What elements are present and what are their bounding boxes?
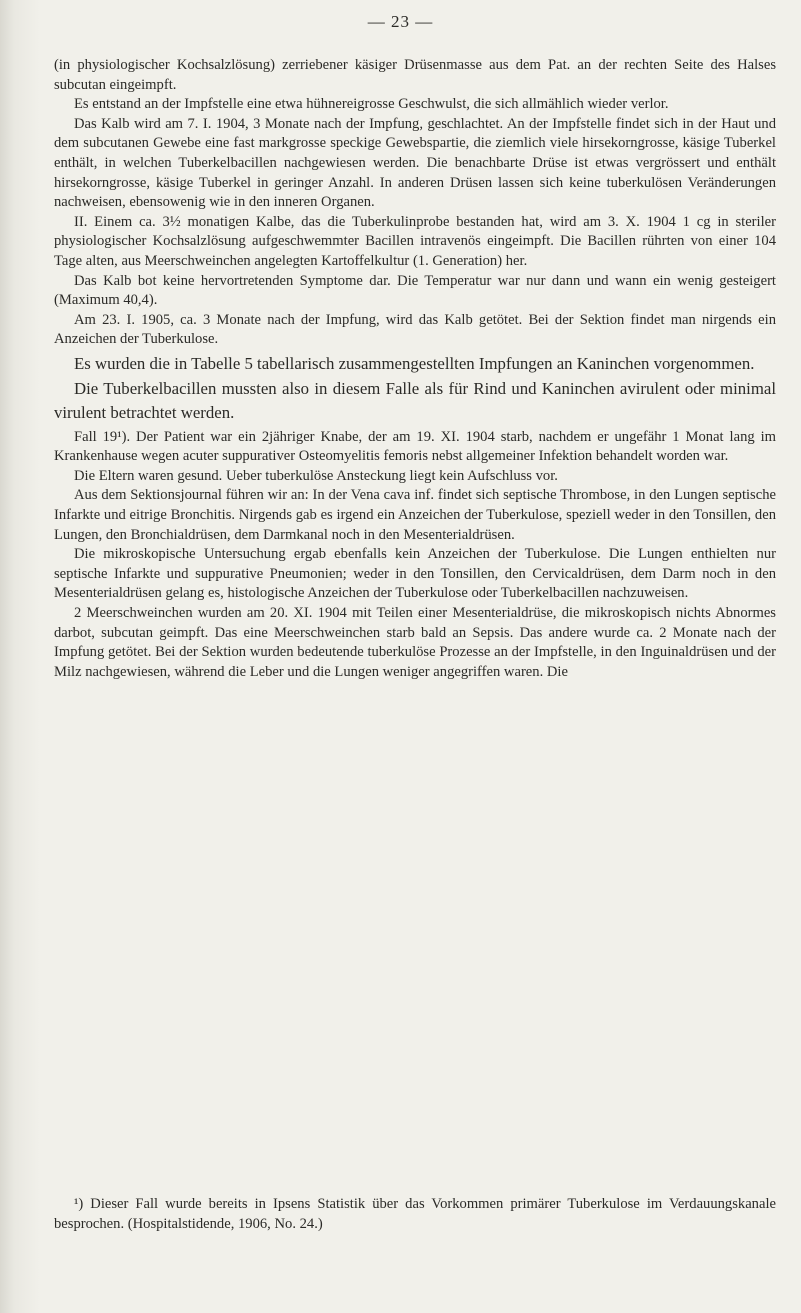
footnote: ¹) Dieser Fall wurde bereits in Ipsens Statistik über das Vorkommen primärer Tuberkulose im Verdauungskanale besprochen. (Hospitalstidende, 1906, No. 24.) [54, 1196, 776, 1232]
summary-block [54, 352, 776, 426]
paragraph: 2 Meerschweinchen wurden am 20. XI. 1904 mit Teilen einer Mesenterialdrüse, die mikroskopisch nichts Abnormes darbot, subcutan geimpft. Das eine Meerschweinchen starb bald an Sepsis. Das andere wurde ca. 2 Monate nach der Impfung getötet. Bei der Sektion wurden bedeutende tuberkulöse Prozesse an der Impfstelle, in den Inguinaldrüsen und der Milz nachgewiesen, während die Leber und die Lungen weniger angegriffen waren. Die [54, 605, 776, 680]
paragraph: Die Eltern waren gesund. Ueber tuberkulöse Ansteckung liegt kein Aufschluss vor. [74, 467, 558, 484]
page-number: — 23 — [367, 12, 434, 31]
paragraph: Aus dem Sektionsjournal führen wir an: In der Vena cava inf. findet sich septische Thrombose, in den Lungen septische Infarkte und eitrige Bronchitis. Nirgends gab es irgend ein Anzeichen der Tuberkulose, speziell weder in den Tonsillen, den Lungen, den Bronchialdrüsen, dem Darmkanal noch in den Mesenterialdrüsen. [54, 487, 776, 543]
case-block [54, 428, 776, 683]
paragraph: (in physiologischer Kochsalzlösung) zerriebener käsiger Drüsenmasse aus dem Pat. an der rechten Seite des Halses subcutan eingeimpft. [54, 57, 776, 93]
summary-paragraph: Die Tuberkelbacillen mussten also in diesem Falle als für Rind und Kaninchen avirulent oder minimal virulent betrachtet werden. [54, 378, 776, 423]
paragraph: II. Einem ca. 3½ monatigen Kalbe, das die Tuberkulinprobe bestanden hat, wird am 3. X. 1904 1 cg in steriler physiologischer Kochsalzlösung aufgeschwemmter Bacillen intravenös eingeimpft. Die Bacillen rührten von einer 104 Tage alten, aus Meerschweinchen angelegten Kartoffelkultur (1. Generation) her. [54, 213, 776, 269]
footnotes [54, 1195, 776, 1234]
paragraph: Am 23. I. 1905, ca. 3 Monate nach der Impfung, wird das Kalb getötet. Bei der Sektion findet man nirgends ein Anzeichen der Tuberkulose. [54, 311, 776, 348]
paragraph: Die mikroskopische Untersuchung ergab ebenfalls kein Anzeichen der Tuberkulose. Die Lungen enthielten nur septische Infarkte und suppurative Pneumonien; weder in den Tonsillen, den Cervicaldrüsen, dem Darm noch in den Mesenterialdrüsen gelang es, histologische Anzeichen der Tuberkulose oder Tuberkelbacillen nachzuweisen. [54, 546, 776, 602]
summary-paragraph: Es wurden die in Tabelle 5 tabellarisch zusammengestellten Impfungen an Kaninchen vorgenommen. [74, 353, 755, 373]
paragraph: Fall 19¹). Der Patient war ein 2jähriger Knabe, der am 19. XI. 1904 starb, nachdem er ungefähr 1 Monat lang im Krankenhause wegen acuter suppurativer Osteomyelitis femoris nebst allgemeiner Infektion behandelt worden war. [54, 428, 776, 465]
paragraph: Das Kalb wird am 7. I. 1904, 3 Monate nach der Impfung, geschlachtet. An der Impfstelle findet sich in der Haut und dem subcutanen Gewebe eine fast markgrosse speckige Gewebspartie, die ziemlich viele hirsekorngrosse, käsige Tuberkel enthält, in welchen Tuberkelbacillen nachgewiesen werden. Die benachbarte Drüse ist etwas vergrössert und enthält hirsekorngrosse, käsige Tuberkel in geringer Anzahl. In anderen Drüsen lassen sich keine tuberkulösen Veränderungen nachweisen, ebensowenig wie in den inneren Organen. [54, 115, 776, 211]
paragraph: Das Kalb bot keine hervortretenden Symptome dar. Die Temperatur war nur dann und wann ein wenig gesteigert (Maximum 40,4). [54, 272, 776, 309]
main-text [54, 56, 776, 682]
paragraph: Es entstand an der Impfstelle eine etwa hühnereigrosse Geschwulst, die sich allmählich wieder verlor. [74, 96, 669, 113]
